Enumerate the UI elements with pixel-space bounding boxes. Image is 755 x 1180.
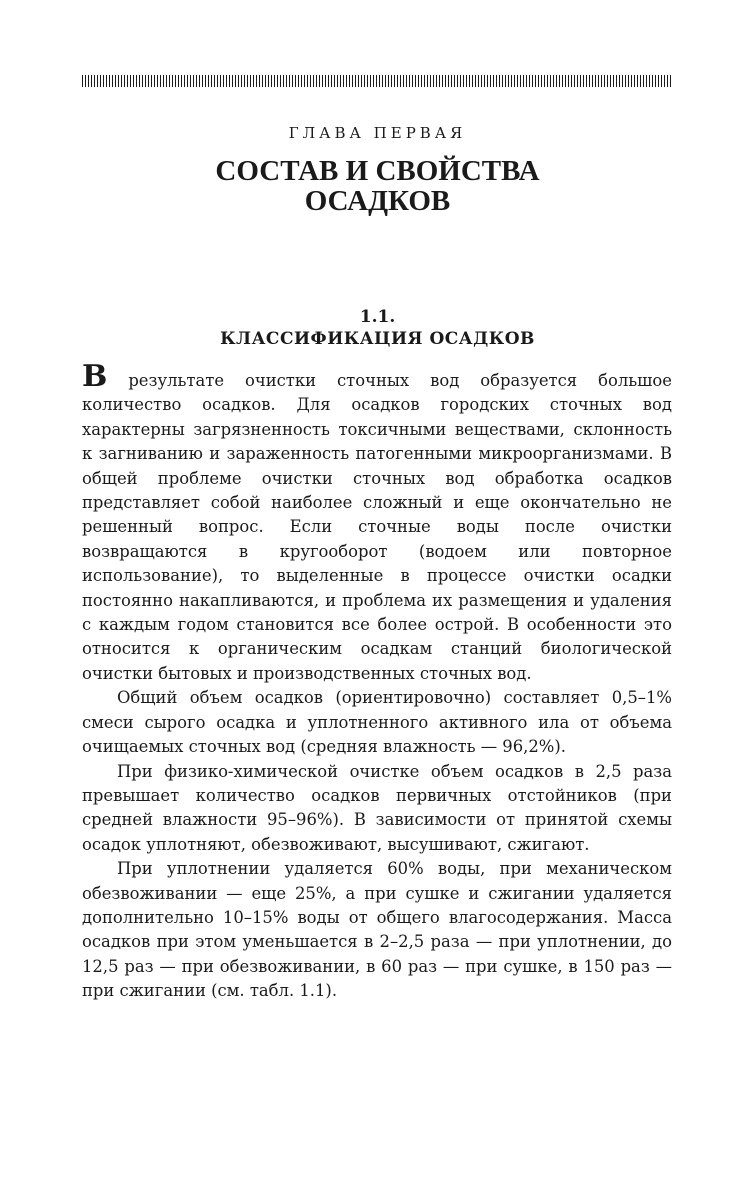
chapter-title <box>0 156 755 216</box>
paragraph-1-text: результате очистки сточных вод образуется большое количество осадков. Для осадков городских сточных вод характерны загрязненность токсичными веществами, склонность к загниванию и зараженность патогенными микроорганизмами. В общей проблеме очистки сточных вод обработка осадков представляет собой наиболее сложный и еще окончательно не решенный вопрос. Если сточные воды после очистки возвращаются в кругооборот (водоем или повторное использование), то выделенные в процессе очистки осадки постоянно накапливаются, и проблема их размещения и удаления с каждым годом становится все более острой. В особенности это относится к органическим осадкам станций биологической очистки бытовых и производственных сточных вод. <box>82 371 672 683</box>
paragraph-3: При физико-химической очистке объем осадков в 2,5 раза превышает количество осадков первичных отстойников (при средней влажности 95–96%). В зависимости от принятой схемы осадок уплотняют, обезвоживают, высушивают, сжигают. <box>82 761 672 854</box>
section-title: КЛАССИФИКАЦИЯ ОСАДКОВ <box>220 329 535 349</box>
drop-cap: В <box>82 359 108 394</box>
section-number: 1.1. <box>359 307 396 327</box>
paragraph-2: Общий объем осадков (ориентировочно) составляет 0,5–1% смеси сырого осадка и уплотненного активного ила от объема очищаемых сточных вод (средняя влажность — 96,2%). <box>82 688 672 757</box>
body-text <box>82 359 672 1004</box>
paragraph-4: При уплотнении удаляется 60% воды, при механическом обезвоживании — еще 25%, а при сушке и сжигании удаляется дополнительно 10–15% воды от общего влагосодержания. Масса осадков при этом уменьшается в 2–2,5 раза — при уплотнении, до 12,5 раз — при обезвоживании, в 60 раз — при сушке, в 150 раз — при сжигании (см. табл. 1.1). <box>82 859 672 1001</box>
chapter-title-line-2: ОСАДКОВ <box>304 185 451 217</box>
chapter-label: ГЛАВА ПЕРВАЯ <box>288 124 467 142</box>
chapter-title-line-1: СОСТАВ И СВОЙСТВА <box>215 155 540 187</box>
header-ornament-rule <box>82 75 673 87</box>
paragraph-1 <box>82 359 672 686</box>
